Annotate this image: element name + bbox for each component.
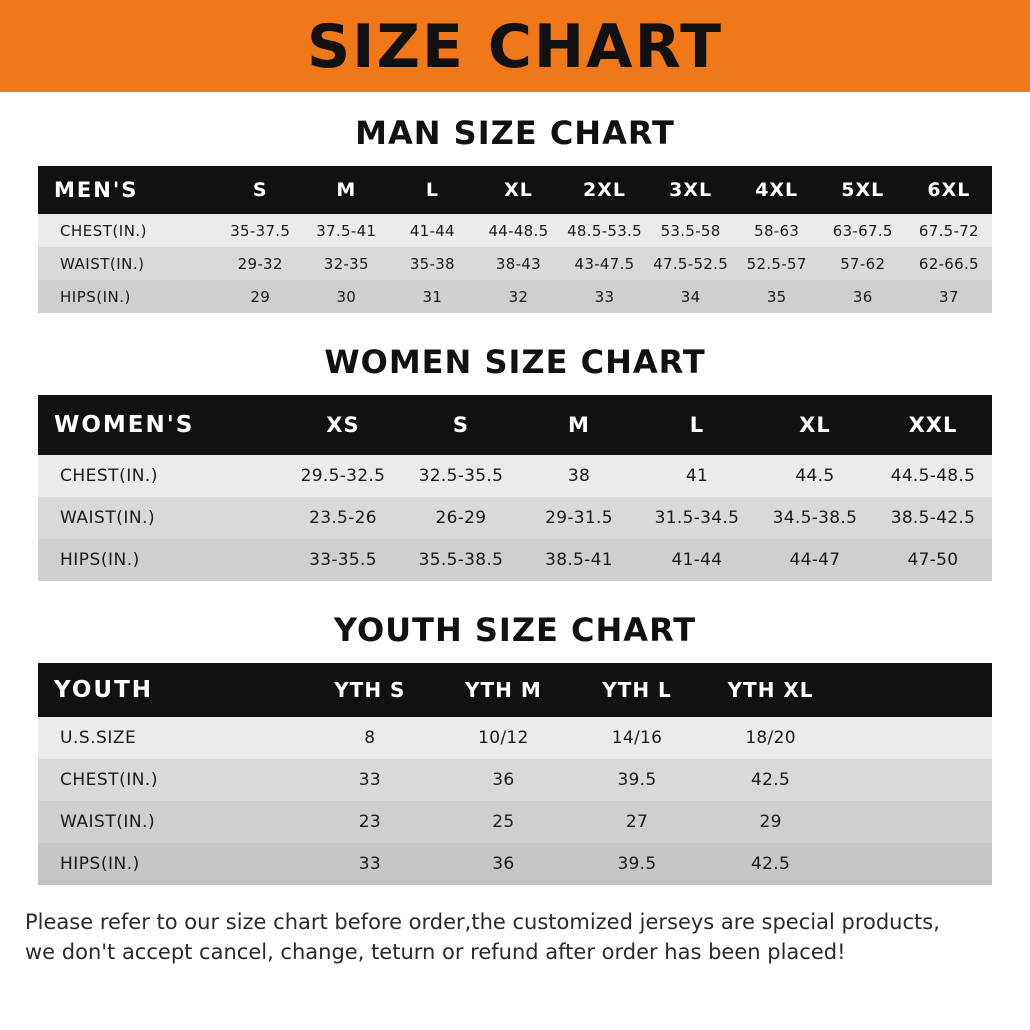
men-r1-c2: 32-35 [303, 247, 389, 280]
women-r2-c6: 47-50 [874, 539, 992, 581]
table-row [38, 497, 992, 539]
youth-r0-spacer [837, 717, 992, 759]
men-r2-c4: 32 [475, 280, 561, 313]
youth-size-table-wrap [38, 663, 992, 885]
men-header-cell-6: 3XL [648, 166, 734, 214]
men-r1-c0: WAIST(IN.) [38, 247, 217, 280]
men-section-heading: MAN SIZE CHART [355, 114, 675, 152]
men-r1-c6: 47.5-52.5 [648, 247, 734, 280]
table-row [38, 801, 992, 843]
youth-r3-spacer [837, 843, 992, 885]
men-header-cell-3: L [389, 166, 475, 214]
table-row [38, 843, 992, 885]
women-r1-c4: 31.5-34.5 [638, 497, 756, 539]
youth-header-cell-2: YTH M [437, 663, 571, 717]
women-r2-c5: 44-47 [756, 539, 874, 581]
men-r0-c6: 53.5-58 [648, 214, 734, 247]
women-header-cell-5: XL [756, 395, 874, 455]
youth-r0-c1: 8 [303, 717, 437, 759]
men-header-cell-4: XL [475, 166, 561, 214]
footer-note [25, 907, 1005, 968]
women-header-cell-6: XXL [874, 395, 992, 455]
men-r0-c0: CHEST(IN.) [38, 214, 217, 247]
men-r2-c8: 36 [820, 280, 906, 313]
women-header-cell-4: L [638, 395, 756, 455]
table-header-row [38, 166, 992, 214]
youth-r1-c4: 42.5 [704, 759, 838, 801]
table-header-row [38, 395, 992, 455]
table-row [38, 247, 992, 280]
youth-header-cell-4: YTH XL [704, 663, 838, 717]
men-r1-c5: 43-47.5 [561, 247, 647, 280]
women-header-cell-3: M [520, 395, 638, 455]
women-header-cell-2: S [402, 395, 520, 455]
women-r0-c5: 44.5 [756, 455, 874, 497]
women-table-header [38, 395, 992, 455]
women-r2-c1: 33-35.5 [284, 539, 402, 581]
page-title: SIZE CHART [306, 12, 724, 82]
men-header-cell-9: 6XL [906, 166, 992, 214]
youth-r2-spacer [837, 801, 992, 843]
women-section-heading: WOMEN SIZE CHART [324, 343, 706, 381]
youth-r1-spacer [837, 759, 992, 801]
men-r0-c2: 37.5-41 [303, 214, 389, 247]
men-header-cell-5: 2XL [561, 166, 647, 214]
youth-r2-c3: 27 [570, 801, 704, 843]
youth-r3-c0: HIPS(IN.) [38, 843, 303, 885]
men-r2-c5: 33 [561, 280, 647, 313]
youth-r2-c0: WAIST(IN.) [38, 801, 303, 843]
men-r1-c7: 52.5-57 [734, 247, 820, 280]
women-r1-c3: 29-31.5 [520, 497, 638, 539]
table-row [38, 717, 992, 759]
men-r2-c7: 35 [734, 280, 820, 313]
youth-header-cell-spacer [837, 663, 992, 717]
women-r0-c0: CHEST(IN.) [38, 455, 284, 497]
men-r2-c6: 34 [648, 280, 734, 313]
women-header-cell-0: WOMEN'S [38, 395, 284, 455]
women-r1-c2: 26-29 [402, 497, 520, 539]
men-r0-c8: 63-67.5 [820, 214, 906, 247]
men-r0-c7: 58-63 [734, 214, 820, 247]
men-r1-c1: 29-32 [217, 247, 303, 280]
table-row [38, 280, 992, 313]
table-row [38, 759, 992, 801]
men-r2-c0: HIPS(IN.) [38, 280, 217, 313]
youth-r2-c1: 23 [303, 801, 437, 843]
men-r0-c9: 67.5-72 [906, 214, 992, 247]
men-r1-c9: 62-66.5 [906, 247, 992, 280]
youth-section-heading: YOUTH SIZE CHART [333, 611, 697, 649]
footer-note-line-2: we don't accept cancel, change, teturn or refund after order has been placed! [25, 940, 846, 965]
women-r2-c4: 41-44 [638, 539, 756, 581]
youth-r0-c4: 18/20 [704, 717, 838, 759]
men-header-cell-1: S [217, 166, 303, 214]
youth-r3-c2: 36 [437, 843, 571, 885]
men-header-cell-8: 5XL [820, 166, 906, 214]
men-r0-c5: 48.5-53.5 [561, 214, 647, 247]
men-r2-c3: 31 [389, 280, 475, 313]
table-row [38, 455, 992, 497]
women-size-table-wrap [38, 395, 992, 581]
men-r0-c4: 44-48.5 [475, 214, 561, 247]
table-header-row [38, 663, 992, 717]
men-r1-c4: 38-43 [475, 247, 561, 280]
youth-r3-c3: 39.5 [570, 843, 704, 885]
women-r0-c4: 41 [638, 455, 756, 497]
men-r1-c3: 35-38 [389, 247, 475, 280]
men-r2-c9: 37 [906, 280, 992, 313]
men-r1-c8: 57-62 [820, 247, 906, 280]
men-table-body [38, 214, 992, 313]
men-table-header [38, 166, 992, 214]
men-header-cell-0: MEN'S [38, 166, 217, 214]
women-r0-c1: 29.5-32.5 [284, 455, 402, 497]
footer-note-line-1: Please refer to our size chart before order,the customized jerseys are special products, [25, 910, 940, 934]
men-size-table-wrap [38, 166, 992, 313]
youth-r1-c0: CHEST(IN.) [38, 759, 303, 801]
men-r2-c2: 30 [303, 280, 389, 313]
women-r2-c3: 38.5-41 [520, 539, 638, 581]
men-r0-c3: 41-44 [389, 214, 475, 247]
youth-header-cell-1: YTH S [303, 663, 437, 717]
youth-r2-c2: 25 [437, 801, 571, 843]
women-size-table [38, 395, 992, 581]
women-r0-c2: 32.5-35.5 [402, 455, 520, 497]
men-header-cell-2: M [303, 166, 389, 214]
youth-r0-c0: U.S.SIZE [38, 717, 303, 759]
youth-header-cell-3: YTH L [570, 663, 704, 717]
men-r2-c1: 29 [217, 280, 303, 313]
women-r1-c6: 38.5-42.5 [874, 497, 992, 539]
table-row [38, 214, 992, 247]
men-r0-c1: 35-37.5 [217, 214, 303, 247]
youth-r0-c2: 10/12 [437, 717, 571, 759]
youth-size-table [38, 663, 992, 885]
youth-r1-c1: 33 [303, 759, 437, 801]
youth-r3-c1: 33 [303, 843, 437, 885]
women-r1-c0: WAIST(IN.) [38, 497, 284, 539]
youth-r3-c4: 42.5 [704, 843, 838, 885]
men-size-table [38, 166, 992, 313]
women-r1-c5: 34.5-38.5 [756, 497, 874, 539]
women-table-body [38, 455, 992, 581]
women-header-cell-1: XS [284, 395, 402, 455]
women-r0-c6: 44.5-48.5 [874, 455, 992, 497]
women-r2-c2: 35.5-38.5 [402, 539, 520, 581]
women-r1-c1: 23.5-26 [284, 497, 402, 539]
youth-table-body [38, 717, 992, 885]
table-row [38, 539, 992, 581]
youth-r1-c3: 39.5 [570, 759, 704, 801]
youth-r0-c3: 14/16 [570, 717, 704, 759]
men-header-cell-7: 4XL [734, 166, 820, 214]
youth-header-cell-0: YOUTH [38, 663, 303, 717]
header-banner [0, 0, 1030, 92]
women-r2-c0: HIPS(IN.) [38, 539, 284, 581]
youth-r1-c2: 36 [437, 759, 571, 801]
youth-table-header [38, 663, 992, 717]
youth-r2-c4: 29 [704, 801, 838, 843]
women-r0-c3: 38 [520, 455, 638, 497]
